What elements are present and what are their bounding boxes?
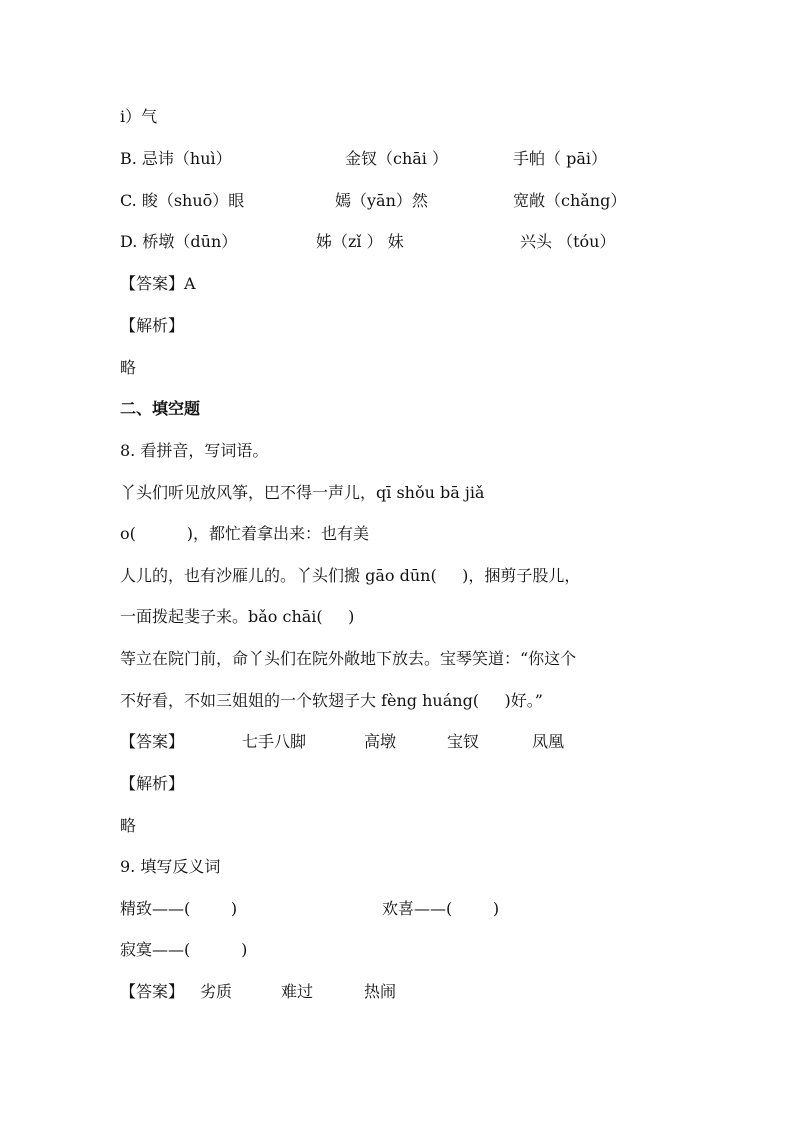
option-b-word-1: B. 忌讳（huì） [120,149,232,168]
answer-word-1: 七手八脚 [242,732,307,751]
answer-label: 【答案】 [120,732,185,751]
answer-word-2: 高墩 [364,732,397,751]
question-8-line-2: o( )，都忙着拿出来：也有美 [120,524,369,543]
option-b-word-3: 手帕（ pāi） [513,149,607,168]
antonym-blank-3: 寂寞——( ) [120,940,248,959]
answer-word-3: 宝钗 [447,732,480,751]
question-8-line-3: 人儿的，也有沙雁儿的。丫头们搬 gāo dūn( )，捆剪子股儿， [120,566,581,585]
answer-word-2: 难过 [281,982,314,1001]
question-7-analysis-label: 【解析】 [120,316,185,335]
question-8-line-6: 不好看，不如三姐姐的一个软翅子大 fèng huáng( )好。” [120,691,543,710]
question-7-answer: 【答案】A [120,274,196,293]
antonym-blank-1: 精致——( ) [120,899,238,918]
question-7-option-tail: i）气 [120,107,158,126]
option-b-word-2: 金钗（chāi ） [345,149,449,168]
question-8-analysis: 略 [120,816,137,835]
question-9-title: 9. 填写反义词 [120,857,221,876]
section-heading: 二、填空题 [120,399,201,418]
answer-label: 【答案】 [120,982,185,1001]
option-c-word-1: C. 睃（shuō）眼 [120,191,245,210]
question-8-analysis-label: 【解析】 [120,774,185,793]
question-8-line-1: 丫头们听见放风筝，巴不得一声儿，qī shǒu bā jiǎ [120,483,485,502]
question-8-line-5: 等立在院门前，命丫头们在院外敞地下放去。宝琴笑道：“你这个 [120,649,577,668]
answer-word-1: 劣质 [200,982,233,1001]
antonym-blank-2: 欢喜——( ) [382,899,500,918]
option-c-word-2: 嫣（yān）然 [335,191,428,210]
answer-word-4: 凤凰 [532,732,565,751]
option-d-word-2: 姊（zǐ ） 妹 [316,232,404,251]
question-8-line-4: 一面拨起斐子来。bǎo chāi( ) [120,607,355,626]
option-d-word-1: D. 桥墩（dūn） [120,232,238,251]
option-c-word-3: 宽敞（chǎng） [513,191,627,210]
option-d-word-3: 兴头 （tóu） [520,232,616,251]
question-7-analysis: 略 [120,358,137,377]
answer-word-3: 热闹 [364,982,397,1001]
question-8-title: 8. 看拼音，写词语。 [120,441,269,460]
